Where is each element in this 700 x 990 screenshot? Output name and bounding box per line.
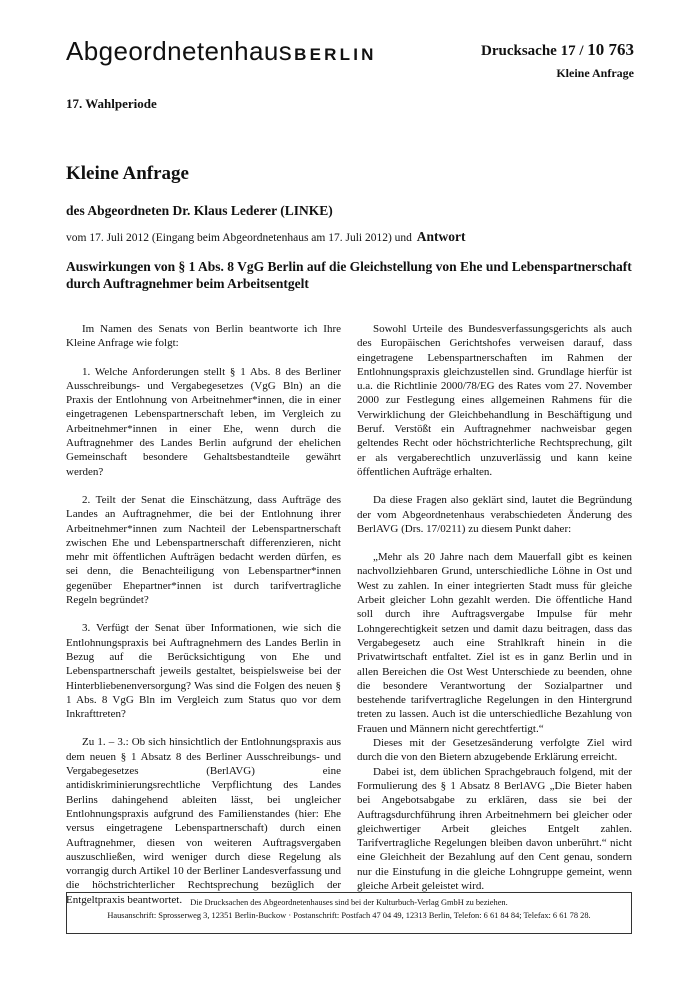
question-3: 3. Verfügt der Senat über Informationen, wie sich die Entlohnungspraxis bei Auftragnehmern des Landes Berlin in Bezug auf die Berücksichtigung von Ehe und Lebenspartnerschaft jeweils gestaltet, beispielsweise bei der Hinterbliebenenversorgung? Was sind die Folgen des neuen § 1 Abs. 8 VgG Bln im Vergleich zum Status quo vor dem Inkrafttreten? — [66, 622, 341, 721]
paragraph: Im Namen des Senats von Berlin beantworte ich Ihre Kleine Anfrage wie folgt: — [66, 323, 341, 350]
legislative-period: 17. Wahlperiode — [66, 96, 157, 111]
document-type: Kleine Anfrage — [556, 66, 634, 80]
brand-city: BERLIN — [294, 45, 377, 64]
author-line: des Abgeordneten Dr. Klaus Lederer (LINKE) — [66, 203, 333, 218]
right-column — [357, 322, 632, 893]
left-column — [66, 322, 341, 907]
parliament-logo — [66, 38, 377, 64]
paragraph: Dabei ist, dem üblichen Sprachgebrauch folgend, mit der Formulierung des § 1 Absatz 8 BerlAVG „Die Bieter haben bei Angebotsabgabe zu erklären, dass sie bei der Auftragsdurchführung ihren Arbeitnehmern bei gleicher oder gleichwertiger Arbeit gleiches Entgelt zahlen. Tarifvertragliche Regelungen bleiben davon unberührt.“ nicht eine Gleichheit der Bezahlung auf den Cent genau, sondern nur die Einstufung in die gleiche Lohngruppe gemeint, wenn gleiche Arbeit geleistet wird. — [357, 765, 632, 892]
subject-heading: Auswirkungen von § 1 Abs. 8 VgG Berlin auf die Gleichstellung von Ehe und Lebenspartnerschaft durch Auftragnehmer beim Arbeitsentgelt — [66, 259, 632, 291]
date-line — [66, 229, 466, 245]
paragraph: Da diese Fragen also geklärt sind, lautet die Begründung der vom Abgeordnetenhaus verabschiedeten Änderung des BerlAVG (Drs. 17/0211) zu diesem Punkt daher: — [357, 494, 632, 535]
drucksache-prefix: Drucksache 17 / — [481, 43, 584, 59]
page-title: Kleine Anfrage — [66, 163, 189, 184]
paragraph: Dieses mit der Gesetzesänderung verfolgte Ziel wird durch die von den Bietern abzugebende Erklärung erreicht. — [357, 737, 632, 764]
quote-paragraph: „Mehr als 20 Jahre nach dem Mauerfall gibt es keinen nachvollziehbaren Grund, unterschiedliche Löhne in Ost und West zu zahlen. In einer integrierten Stadt muss für gleiche Arbeit gleicher Lohn gezahlt werden. Die öffentliche Hand soll durch ihre Auftragsvergabe Impulse für mehr Lohngerechtigkeit setzen und damit dazu beitragen, dass das Vergabegesetz auch eine Strahlkraft hinein in die Privatwirtschaft entfaltet. Ziel ist es in ganz Berlin und in allen Bereichen die Ost West Unterschiede zu beenden, ohne die besondere Verantwortung der Sozialpartner und bestehende tarifvertragliche Regelungen in den Hintergrund treten zu lassen. Auch ist die unterschiedliche Bezahlung von Frauen und Männern nicht gerechtfertigt.“ — [357, 551, 632, 735]
question-2: 2. Teilt der Senat die Einschätzung, dass Aufträge des Landes an Auftragnehmer, die bei der Entlohnung ihrer Arbeitnehmer*innen zum Nachteil der Lebenspartnerschaft zwischen Ehe und Lebenspartnerschaft differenzieren, nicht mehr mit öffentlichen Aufträgen bedacht werden dürfen, es sei denn, die Benachteiligung von Lebenspartner*innen gegenüber Ehepartner*innen ist durch tarifvertragliche Regeln begründet? — [66, 493, 341, 607]
paragraph: Sowohl Urteile des Bundesverfassungsgerichts als auch des Europäischen Gerichtshofes verweisen darauf, dass eingetragene Lebenspartnerschaften im Rahmen der Entlohnungspraxis gleichzustellen sind. Grundlage hierfür ist u.a. die Richtlinie 2000/78/EG des Rates vom 27. November 2000 zur Festlegung eines allgemeinen Rahmens für die Verwirklichung der Gleichbehandlung in Beschäftigung und Beruf. Verstößt ein Auftragnehmer nachweisbar gegen geltendes Recht oder höchstrichterliche Rechtsprechung, gilt er als vergaberechtlich unzuverlässig und kann keine öffentlichen Aufträge erhalten. — [357, 323, 632, 478]
drucksache-id: 10 763 — [587, 40, 634, 59]
drucksache-number — [481, 40, 634, 60]
footer-line-1: Die Drucksachen des Abgeordnetenhauses sind bei der Kulturbuch-Verlag GmbH zu beziehen. — [190, 898, 508, 907]
date-text: vom 17. Juli 2012 (Eingang beim Abgeordnetenhaus am 17. Juli 2012) und — [66, 232, 412, 244]
answer-label: Antwort — [416, 229, 466, 244]
footer-line-2: Hausanschrift: Sprosserweg 3, 12351 Berlin-Buckow · Postanschrift: Postfach 47 04 49, 12313 Berlin, Telefon: 6 61 84 84; Telefax: 6 61 78 28. — [107, 910, 591, 920]
footer-box — [66, 892, 632, 934]
brand-name: Abgeordnetenhaus — [66, 36, 293, 66]
question-1: 1. Welche Anforderungen stellt § 1 Abs. 8 des Berliner Ausschreibungs- und Vergabegesetzes (VgG Bln) an die Praxis der Entlohnung von Arbeitnehmer*innen, die in einer eingetragenen Lebenspartnerschaft leben, im Vergleich zu Arbeitnehmer*innen in einer Ehe, wenn durch die Auftragnehmer des Landes Berlin aufgrund der ehelichen Gemeinschaft besondere Gehaltsbestandteile gewährt werden? — [66, 365, 341, 478]
answer-paragraph: Zu 1. – 3.: Ob sich hinsichtlich der Entlohnungspraxis aus dem neuen § 1 Absatz 8 des Berliner Ausschreibungs- und Vergabegesetzes (BerlAVG) eine antidiskriminierungsrechtliche Verpflichtung des Landes Berlins dahingehend ableiten lässt, bei ungleicher Entlohnungspraxis aufgrund des Familienstandes (hier: Ehe versus eingetragene Lebenspartnerschaft) durch einen Auftragnehmer, diesen von weiteren Auftragsvergaben auszuschließen, wird weniger durch diese Regelung als vorrangig durch Artikel 10 der Berliner Landesverfassung und die höchstrichterlicher Rechtsprechung bezüglich der Entgeltpraxis beantwortet. — [66, 736, 341, 906]
